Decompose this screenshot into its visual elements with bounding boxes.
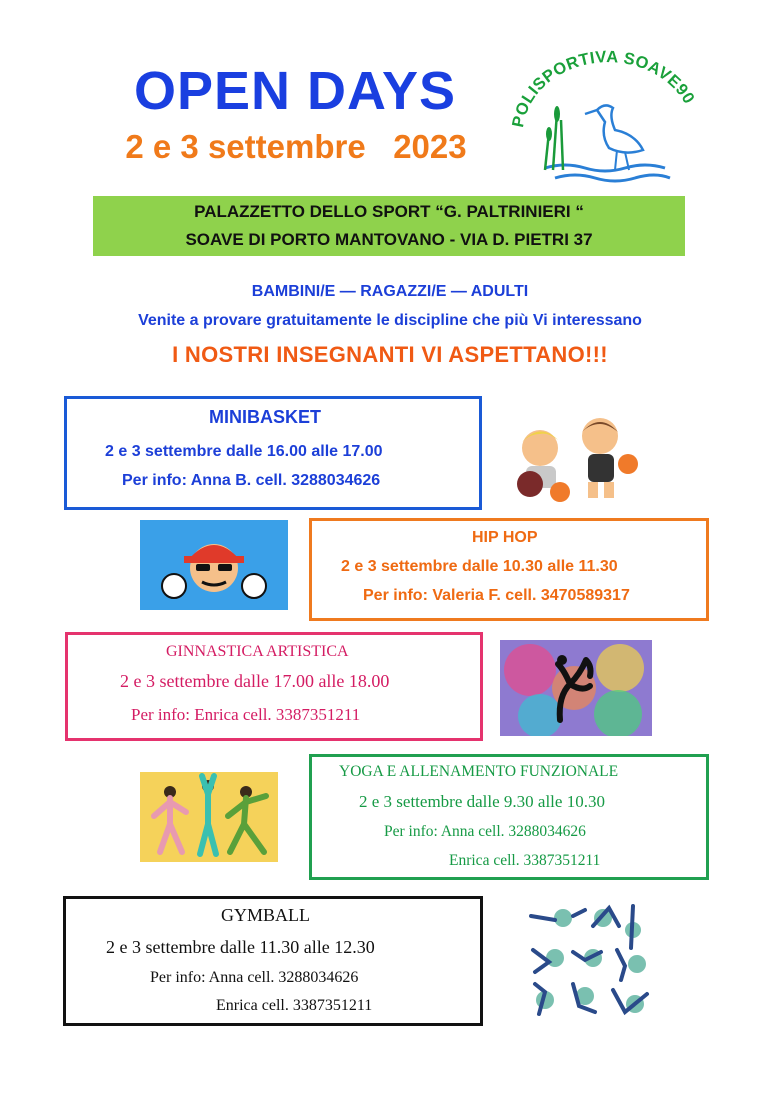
activity-info: Per info: Enrica cell. 3387351211 — [131, 705, 361, 724]
activity-title: MINIBASKET — [209, 407, 321, 427]
venue-address: SOAVE DI PORTO MANTOVANO - VIA D. PIETRI 37 — [185, 230, 593, 249]
club-logo — [505, 50, 705, 195]
activity-title: HIP HOP — [472, 529, 538, 546]
teachers-line: I NOSTRI INSEGNANTI VI ASPETTANO!!! — [172, 342, 608, 367]
event-dates: 2 e 3 settembre 2023 — [125, 128, 467, 165]
hiphop-box — [309, 518, 709, 621]
audience-line: BAMBINI/E — RAGAZZI/E — ADULTI — [251, 283, 529, 300]
activity-info: Per info: Valeria F. cell. 3470589317 — [363, 587, 630, 604]
gymnast-silhouette-illustration — [500, 640, 652, 736]
activity-schedule: 2 e 3 settembre dalle 11.30 alle 12.30 — [106, 937, 375, 957]
hiphop-dancer-illustration — [140, 520, 288, 610]
ginnastica-box — [65, 632, 483, 741]
activity-schedule: 2 e 3 settembre dalle 16.00 alle 17.00 — [105, 443, 383, 460]
svg-text:POLISPORTIVA SOAVE90 — [509, 50, 698, 129]
invite-line: Venite a provare gratuitamente le discipline che più Vi interessano — [138, 312, 642, 329]
activity-title: GYMBALL — [221, 905, 310, 925]
logo-text: POLISPORTIVA SOAVE90 — [509, 50, 698, 129]
activity-info-secondary: Enrica cell. 3387351211 — [449, 852, 601, 869]
activity-info: Per info: Anna cell. 3288034626 — [384, 823, 586, 840]
activity-schedule: 2 e 3 settembre dalle 9.30 alle 10.30 — [359, 792, 605, 811]
venue-banner — [93, 196, 685, 256]
activity-schedule: 2 e 3 settembre dalle 10.30 alle 11.30 — [341, 558, 618, 575]
heron-logo-icon — [505, 50, 705, 195]
yoga-box — [309, 754, 709, 880]
activity-title: YOGA E ALLENAMENTO FUNZIONALE — [339, 763, 619, 780]
gymball-exercises-illustration — [525, 900, 655, 1020]
activity-info: Per info: Anna B. cell. 3288034626 — [122, 472, 381, 489]
activity-info-secondary: Enrica cell. 3387351211 — [216, 997, 373, 1014]
page-title: OPEN DAYS — [133, 61, 457, 121]
activity-schedule: 2 e 3 settembre dalle 17.00 alle 18.00 — [120, 671, 390, 691]
activity-info: Per info: Anna cell. 3288034626 — [150, 969, 359, 986]
basketball-kids-illustration — [500, 410, 650, 505]
minibasket-box — [64, 396, 482, 510]
gymball-box — [63, 896, 483, 1026]
activity-title: GINNASTICA ARTISTICA — [166, 643, 349, 660]
yoga-poses-illustration — [140, 772, 278, 862]
venue-name: PALAZZETTO DELLO SPORT “G. PALTRINIERI “ — [194, 202, 584, 221]
